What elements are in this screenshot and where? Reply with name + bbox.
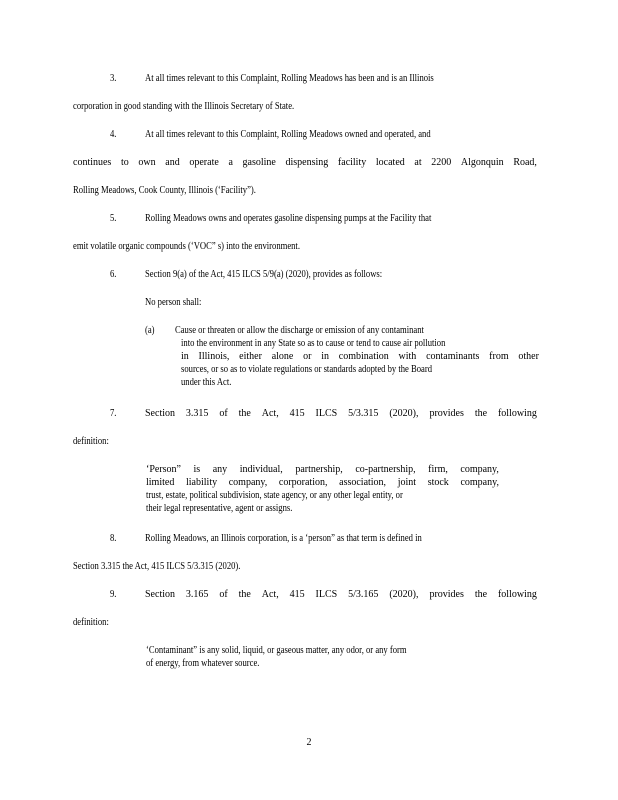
- word: Act,: [261, 589, 279, 600]
- word: Section: [145, 589, 175, 600]
- word: association,: [339, 477, 387, 488]
- paragraph-3-line-2: corporation in good standing with the Illinois Secretary of State.: [73, 101, 295, 112]
- word: 3.315: [185, 408, 209, 419]
- word: 5/3.165: [348, 589, 379, 600]
- paragraph-8-line-1: Rolling Meadows, an Illinois corporation, is a ‘person” as that term is defined in: [145, 533, 422, 544]
- word: operate: [189, 157, 219, 168]
- quote-intro: No person shall:: [145, 297, 202, 308]
- word: stock: [427, 477, 449, 488]
- paragraph-7-line-1: [145, 408, 537, 420]
- word: gasoline: [242, 157, 276, 168]
- quote-item-label: (a): [145, 325, 155, 336]
- word: own: [138, 157, 156, 168]
- page-number: 2: [306, 737, 312, 748]
- paragraph-4-line-3: Rolling Meadows, Cook County, Illinois (‘Facility”).: [73, 185, 256, 196]
- word: (2020),: [389, 589, 419, 600]
- word: is: [193, 464, 201, 475]
- quote-person-line-3: trust, estate, political subdivision, state agency, or any other legal entity, or: [146, 490, 403, 501]
- paragraph-6-number: 6.: [110, 269, 117, 280]
- word: ‘Person”: [146, 464, 181, 475]
- word: Act,: [261, 408, 279, 419]
- word: following: [497, 408, 537, 419]
- paragraph-4-line-1: At all times relevant to this Complaint, Rolling Meadows owned and operated, and: [145, 129, 431, 140]
- quote-person-line-4: their legal representative, agent or assigns.: [146, 503, 293, 514]
- word: joint: [397, 477, 417, 488]
- paragraph-5-line-1: Rolling Meadows owns and operates gasoline dispensing pumps at the Facility that: [145, 213, 432, 224]
- paragraph-8-number: 8.: [110, 533, 117, 544]
- quote-person-line-1: [146, 464, 499, 476]
- word: of: [219, 589, 228, 600]
- word: ILCS: [315, 408, 338, 419]
- word: with: [398, 351, 417, 362]
- paragraph-7-line-2: definition:: [73, 436, 109, 447]
- word: in: [321, 351, 329, 362]
- word: facility: [337, 157, 367, 168]
- word: other: [518, 351, 539, 362]
- paragraph-4-number: 4.: [110, 129, 117, 140]
- paragraph-5-number: 5.: [110, 213, 117, 224]
- word: 5/3.315: [348, 408, 379, 419]
- word: a: [228, 157, 233, 168]
- word: continues: [73, 157, 112, 168]
- word: ILCS: [315, 589, 338, 600]
- word: following: [497, 589, 537, 600]
- word: the: [238, 589, 251, 600]
- quote-person-line-2: [146, 477, 499, 489]
- word: partnership,: [295, 464, 343, 475]
- word: 415: [289, 589, 305, 600]
- word: limited: [146, 477, 175, 488]
- word: the: [238, 408, 251, 419]
- word: in: [181, 351, 189, 362]
- word: company,: [460, 477, 499, 488]
- quote-item-line-4: sources, or so as to violate regulations or standards adopted by the Board: [181, 364, 433, 375]
- paragraph-9-number: 9.: [110, 589, 117, 600]
- paragraph-5-line-2: emit volatile organic compounds (‘VOC” s) into the environment.: [73, 241, 300, 252]
- word: alone: [271, 351, 294, 362]
- word: individual,: [239, 464, 283, 475]
- word: company,: [460, 464, 499, 475]
- word: provides: [429, 408, 464, 419]
- word: the: [474, 408, 488, 419]
- word: contaminants: [426, 351, 480, 362]
- paragraph-3-number: 3.: [110, 73, 117, 84]
- word: firm,: [428, 464, 448, 475]
- quote-item-line-2: into the environment in any State so as to cause or tend to cause air pollution: [181, 338, 446, 349]
- word: Road,: [513, 157, 537, 168]
- word: any: [212, 464, 228, 475]
- word: dispensing: [285, 157, 329, 168]
- word: company,: [228, 477, 268, 488]
- paragraph-6-line-1: Section 9(a) of the Act, 415 ILCS 5/9(a) (2020), provides as follows:: [145, 269, 383, 280]
- word: or: [303, 351, 312, 362]
- word: Section: [145, 408, 175, 419]
- word: (2020),: [389, 408, 419, 419]
- word: located: [375, 157, 405, 168]
- paragraph-9-line-1: [145, 589, 537, 601]
- word: 3.165: [185, 589, 209, 600]
- quote-contaminant-line-1: ‘Contaminant” is any solid, liquid, or gaseous matter, any odor, or any form: [146, 645, 407, 656]
- word: from: [489, 351, 509, 362]
- word: Illinois,: [198, 351, 230, 362]
- paragraph-9-line-2: definition:: [73, 617, 109, 628]
- paragraph-7-number: 7.: [110, 408, 117, 419]
- word: at: [414, 157, 422, 168]
- word: either: [239, 351, 262, 362]
- quote-item-line-1: Cause or threaten or allow the discharge or emission of any contaminant: [175, 325, 424, 336]
- quote-item-line-3: [181, 351, 539, 363]
- word: the: [474, 589, 488, 600]
- paragraph-4-line-2: [73, 157, 537, 169]
- word: corporation,: [278, 477, 328, 488]
- word: 2200: [431, 157, 452, 168]
- word: liability: [185, 477, 218, 488]
- quote-contaminant-line-2: of energy, from whatever source.: [146, 658, 260, 669]
- word: to: [120, 157, 129, 168]
- paragraph-8-line-2: Section 3.315 the Act, 415 ILCS 5/3.315 (2020).: [73, 561, 241, 572]
- word: and: [165, 157, 180, 168]
- quote-item-line-5: under this Act.: [181, 377, 232, 388]
- word: combination: [338, 351, 389, 362]
- word: 415: [289, 408, 305, 419]
- word: co-partnership,: [355, 464, 416, 475]
- word: provides: [429, 589, 464, 600]
- word: Algonquin: [460, 157, 504, 168]
- word: of: [219, 408, 228, 419]
- paragraph-3-line-1: At all times relevant to this Complaint, Rolling Meadows has been and is an Illinois: [145, 73, 434, 84]
